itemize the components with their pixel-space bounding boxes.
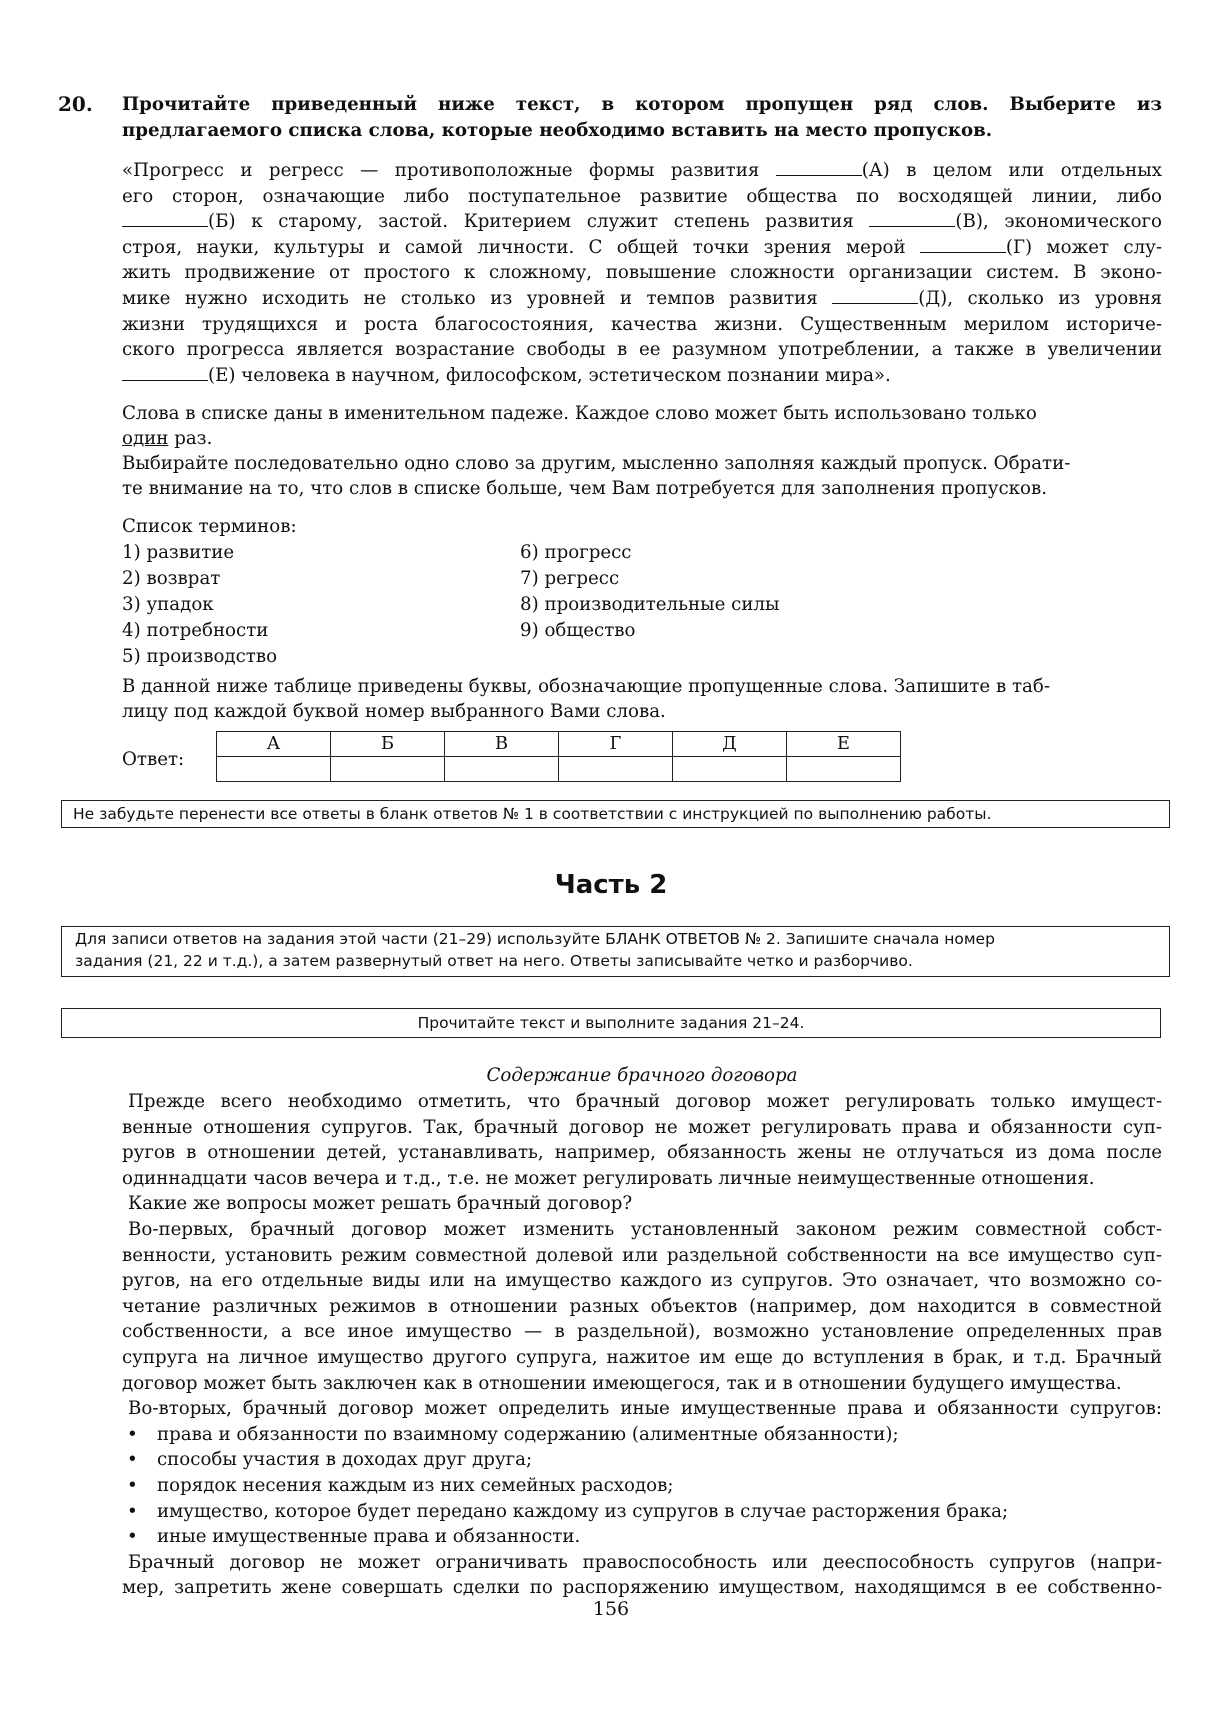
- term-7: 7) регресс: [520, 568, 620, 589]
- answer-cell-d[interactable]: [673, 757, 787, 782]
- table-intro-line-1: В данной ниже таблице приведены буквы, обозначающие пропущенные слова. Запишите в таб-: [122, 676, 1050, 697]
- answer-table-input-row: [217, 757, 901, 782]
- cloze-line: [122, 158, 1162, 184]
- cloze-text-segment: (Е) человека в научном, философском, эстетическом познании мира».: [208, 364, 891, 386]
- cloze-text-segment: (Д), сколько из уровня: [918, 288, 1162, 309]
- article-bullet-item: [127, 1473, 673, 1499]
- bullet-icon: •: [127, 1449, 138, 1471]
- article-line: супруга на личное имущество другого супруга, нажитое им еще до вступления в брак, и т.д. Брачный: [122, 1347, 1162, 1368]
- article-title: Содержание брачного договора: [486, 1065, 798, 1086]
- cloze-text-segment: «Прогресс и регресс — противоположные формы развития: [122, 160, 776, 181]
- reminder-text: Не забудьте перенести все ответы в бланк ответов № 1 в соответствии с инструкцией по выполнению работы.: [73, 805, 992, 823]
- cloze-line: [122, 235, 1162, 261]
- article-line: собственности, а все иное имущество — в раздельной), возможно установление определенных прав: [122, 1321, 1162, 1343]
- answer-letter-d: Д: [673, 732, 787, 757]
- bullet-text: права и обязанности по взаимному содержанию (алиментные обязанности);: [157, 1423, 899, 1445]
- term-8: 8) производительные силы: [520, 594, 780, 615]
- article-line: Во-вторых, брачный договор может определить иные имущественные права и обязанности супругов:: [128, 1398, 1162, 1420]
- cloze-line: [122, 209, 1162, 235]
- cloze-text-segment: жить продвижение от простого к сложному, повышение сложности организации систем. В эконо-: [122, 262, 1162, 284]
- answer-cell-b[interactable]: [331, 757, 445, 782]
- article-bullet-item: [127, 1422, 899, 1448]
- page-number: 156: [592, 1598, 630, 1620]
- read-task-box: [61, 1008, 1161, 1038]
- answer-table: [216, 731, 901, 782]
- article-line: договор может быть заключен как в отношении имеющегося, так и в отношении будущего имущества.: [122, 1372, 1122, 1394]
- question-instruction-text: Прочитайте приведенный ниже текст, в котором пропущен ряд слов. Выберите из предлагаемого списка слова, которые необходимо вставить на место пропусков.: [122, 94, 1162, 141]
- cloze-text-segment: его сторон, означающие либо поступательное развитие общества по восходящей линии, либо: [122, 185, 1162, 207]
- article-line: одиннадцати часов вечера и т.д., т.е. не может регулировать личные неимущественные отношения.: [122, 1167, 1095, 1189]
- article-bullet-item: [127, 1447, 532, 1473]
- table-intro-line-2: лицу под каждой буквой номер выбранного Вами слова.: [122, 701, 666, 722]
- part2-instructions-box: [61, 926, 1170, 977]
- article-closing-line: Брачный договор не может ограничивать правоспособность или дееспособность супругов (напри-: [128, 1551, 1162, 1573]
- answer-cell-e[interactable]: [787, 757, 901, 782]
- bullet-text: имущество, которое будет передано каждому из супругов в случае расторжения брака;: [157, 1500, 1009, 1522]
- cloze-blank[interactable]: [122, 210, 208, 227]
- article-line: Во-первых, брачный договор может изменить установленный законом режим совместной собст-: [128, 1219, 1162, 1240]
- answer-letter-v: В: [445, 732, 559, 757]
- cloze-line: [122, 312, 1162, 338]
- term-2: 2) возврат: [122, 568, 221, 589]
- question-number: 20.: [58, 92, 93, 116]
- cloze-blank[interactable]: [920, 236, 1006, 253]
- terms-title: Список терминов:: [122, 516, 297, 537]
- cloze-text-segment: (Б) к старому, застой. Критерием служит степень развития: [208, 211, 870, 233]
- bullet-icon: •: [127, 1500, 138, 1522]
- cloze-blank[interactable]: [122, 364, 208, 381]
- cloze-line: [122, 337, 1162, 363]
- bullet-icon: •: [127, 1475, 138, 1496]
- cloze-text-segment: строя, науки, культуры и самой личности. С общей точки зрения мерой: [122, 236, 920, 258]
- article-closing-line: мер, запретить жене совершать сделки по распоряжению имуществом, находящимся в ее собственно-: [122, 1577, 1162, 1599]
- answer-cell-g[interactable]: [559, 757, 673, 782]
- part2-title: Часть 2: [554, 870, 668, 900]
- cloze-text-segment: ского прогресса является возрастание свободы в ее разумном употреблении, а также в увеличении: [122, 339, 1162, 361]
- article-line: ругов в отношении детей, устанавливать, например, обязанность жены не отлучаться из дома после: [122, 1142, 1162, 1164]
- term-6: 6) прогресс: [520, 542, 632, 563]
- cloze-text-segment: мике нужно исходить не столько из уровней и темпов развития: [122, 288, 833, 309]
- cloze-blank[interactable]: [832, 287, 918, 304]
- article-line: ругов, на его отдельные виды или на имущество каждого из супругов. Это означает, что возможно со-: [122, 1270, 1162, 1292]
- bullet-text: порядок несения каждым из них семейных расходов;: [157, 1475, 674, 1496]
- rules-line-2-rest: раз.: [168, 428, 213, 449]
- rules-line-1: Слова в списке даны в именительном падеже. Каждое слово может быть использовано только: [122, 403, 1037, 424]
- part2-instructions-line-1: Для записи ответов на задания этой части (21–29) используйте БЛАНК ОТВЕТОВ № 2. Запишите сначала номер: [75, 930, 995, 948]
- rules-line-4: те внимание на то, что слов в списке больше, чем Вам потребуется для заполнения пропусков.: [122, 478, 1048, 499]
- cloze-line: [122, 286, 1162, 312]
- term-9: 9) общество: [520, 620, 636, 641]
- term-5: 5) производство: [122, 646, 278, 667]
- rules-line-3: Выбирайте последовательно одно слово за другим, мысленно заполняя каждый пропуск. Обрати-: [122, 453, 1071, 474]
- term-4: 4) потребности: [122, 620, 269, 641]
- answer-label: Ответ:: [122, 749, 185, 770]
- article-bullet-item: [127, 1499, 1008, 1525]
- cloze-blank[interactable]: [869, 210, 955, 227]
- article-line: венные отношения супругов. Так, брачный договор не может регулировать права и обязанности суп-: [122, 1116, 1162, 1138]
- answer-letter-e: Е: [787, 732, 901, 757]
- cloze-text-segment: (В), экономического: [955, 211, 1162, 233]
- article-line: Прежде всего необходимо отметить, что брачный договор может регулировать только имущест-: [128, 1091, 1162, 1112]
- article-bullet-item: [127, 1524, 580, 1550]
- article-line: четание различных режимов в отношении разных объектов (например, дом находится в совместной: [122, 1295, 1162, 1317]
- rules-underlined-word: один: [122, 428, 169, 449]
- answer-cell-v[interactable]: [445, 757, 559, 782]
- cloze-line: [122, 363, 1162, 389]
- bullet-text: иные имущественные права и обязанности.: [157, 1526, 581, 1548]
- rules-line-2: [122, 426, 1162, 452]
- read-task-text: Прочитайте текст и выполните задания 21–24.: [417, 1014, 805, 1032]
- answer-letter-g: Г: [559, 732, 673, 757]
- term-3: 3) упадок: [122, 594, 214, 615]
- bullet-icon: •: [127, 1423, 138, 1445]
- cloze-text-segment: жизни трудящихся и роста благосостояния, качества жизни. Существенным мерилом историче-: [122, 313, 1162, 335]
- bullet-text: способы участия в доходах друг друга;: [157, 1449, 533, 1471]
- answer-cell-a[interactable]: [217, 757, 331, 782]
- answer-letter-a: А: [217, 732, 331, 757]
- question-instruction: [122, 92, 1162, 143]
- cloze-blank[interactable]: [776, 159, 862, 176]
- term-1: 1) развитие: [122, 542, 235, 563]
- part2-instructions-line-2: задания (21, 22 и т.д.), а затем развернутый ответ на него. Ответы записывайте четко и разборчиво.: [75, 952, 913, 970]
- cloze-text-segment: (Г) может слу-: [1005, 236, 1162, 258]
- article-line: венности, установить режим совместной долевой или раздельной собственности на все имущество суп-: [122, 1244, 1162, 1266]
- answer-letter-b: Б: [331, 732, 445, 757]
- cloze-line: [122, 260, 1162, 286]
- cloze-text-segment: (А) в целом или отдельных: [861, 160, 1162, 181]
- answer-table-header-row: [217, 732, 901, 757]
- cloze-line: [122, 184, 1162, 210]
- reminder-box: [61, 800, 1170, 828]
- bullet-icon: •: [127, 1526, 138, 1548]
- article-line: Какие же вопросы может решать брачный договор?: [128, 1193, 633, 1215]
